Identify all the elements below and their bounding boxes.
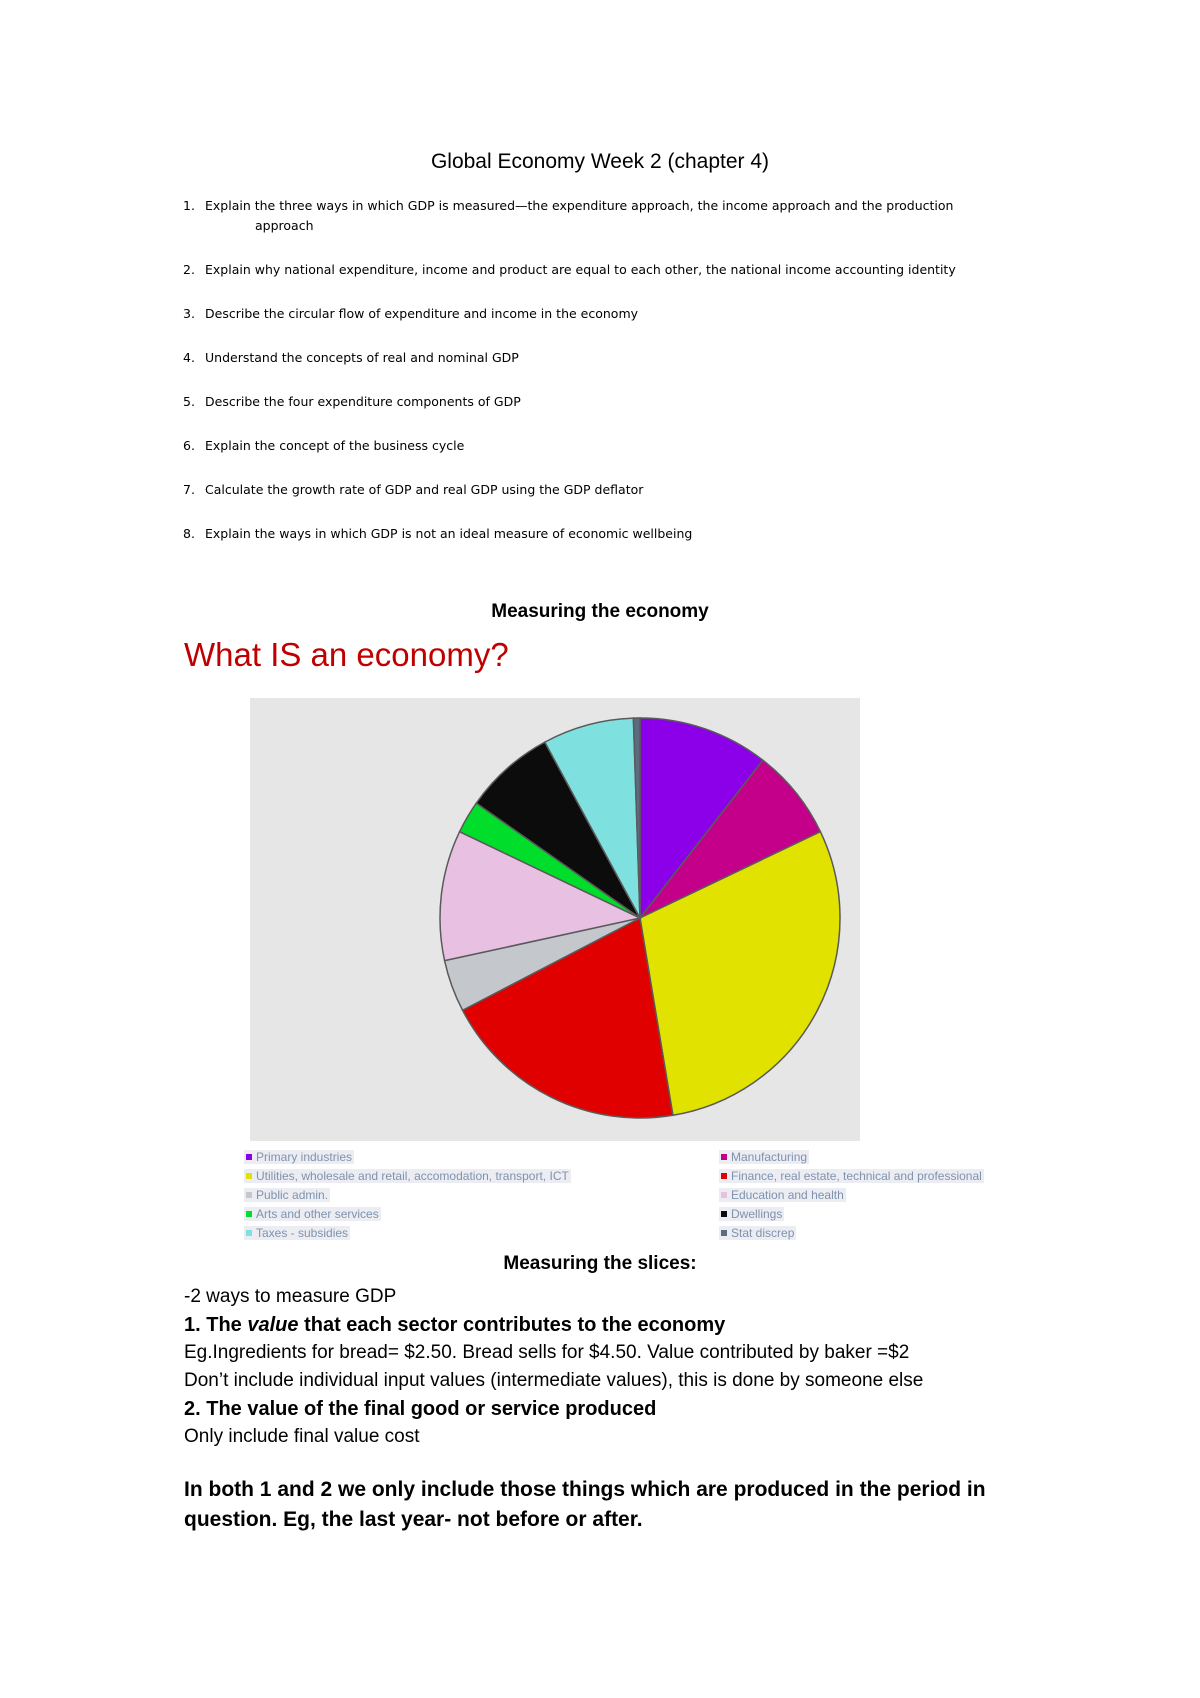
subheading-part: that each sector contributes to the economy (298, 1314, 726, 1336)
list-item (183, 196, 1023, 236)
legend-label: Dwellings (731, 1207, 783, 1221)
list-item (183, 524, 1023, 544)
legend-swatch (246, 1230, 252, 1236)
item-text: Describe the circular flow of expenditure and income in the economy (205, 306, 639, 321)
legend-item (244, 1226, 350, 1240)
section-title-measuring-slices: Measuring the slices: (503, 1253, 697, 1274)
body-line: Don’t include individual input values (intermediate values), this is done by someone else (184, 1370, 924, 1391)
legend-swatch (246, 1173, 252, 1179)
learning-objectives-list (183, 196, 1023, 568)
legend-label: Stat discrep (731, 1226, 795, 1240)
item-text: Explain the ways in which GDP is not an ideal measure of economic wellbeing (205, 526, 693, 541)
legend-label: Finance, real estate, technical and professional (731, 1169, 982, 1183)
section-title-measuring-economy: Measuring the economy (491, 601, 709, 622)
legend-label: Utilities, wholesale and retail, accomodation, transport, ICT (256, 1169, 569, 1183)
legend-label: Public admin. (256, 1188, 329, 1202)
legend-item (719, 1207, 784, 1221)
item-text: Understand the concepts of real and nominal GDP (205, 350, 519, 365)
legend-label: Arts and other services (256, 1207, 379, 1221)
body-line: -2 ways to measure GDP (184, 1286, 397, 1307)
list-item (183, 260, 1023, 280)
legend-item (244, 1150, 354, 1164)
item-number: 3. (183, 306, 195, 321)
legend-item (719, 1226, 796, 1240)
legend-item (244, 1169, 571, 1183)
item-number: 5. (183, 394, 195, 409)
pie-chart (250, 698, 860, 1141)
subheading-part: 1. The (184, 1314, 248, 1336)
item-number: 4. (183, 350, 195, 365)
subheading-value-contributed (184, 1311, 1044, 1339)
legend-swatch (721, 1192, 727, 1198)
list-item (183, 304, 1023, 324)
item-text: Explain why national expenditure, income and product are equal to each other, the national income accounting identity (205, 262, 956, 277)
list-item (183, 436, 1023, 456)
body-text (184, 1283, 1044, 1535)
legend-swatch (721, 1211, 727, 1217)
legend-swatch (721, 1173, 727, 1179)
legend-label: Taxes - subsidies (256, 1226, 349, 1240)
subheading-final-good: 2. The value of the final good or service produced (184, 1398, 657, 1420)
closing-paragraph: In both 1 and 2 we only include those things which are produced in the period in question. Eg, the last year- not before or after. (184, 1478, 986, 1531)
legend-swatch (721, 1154, 727, 1160)
legend-item (244, 1207, 381, 1221)
legend-item (719, 1188, 846, 1202)
item-number: 1. (183, 198, 195, 213)
legend-swatch (246, 1154, 252, 1160)
item-number: 7. (183, 482, 195, 497)
slide-heading: What IS an economy? (184, 636, 509, 673)
body-line: Eg.Ingredients for bread= $2.50. Bread sells for $4.50. Value contributed by baker =$2 (184, 1342, 910, 1363)
legend-label: Primary industries (256, 1150, 353, 1164)
item-number: 2. (183, 262, 195, 277)
legend-label: Manufacturing (731, 1150, 808, 1164)
legend-item (244, 1188, 330, 1202)
item-text: Explain the concept of the business cycle (205, 438, 465, 453)
item-text-continuation: approach (255, 218, 314, 233)
document-title: Global Economy Week 2 (chapter 4) (430, 150, 770, 173)
body-line: Only include final value cost (184, 1426, 420, 1447)
subheading-emphasis: value (247, 1314, 299, 1336)
item-text: Describe the four expenditure components of GDP (205, 394, 521, 409)
legend-item (719, 1150, 809, 1164)
list-item (183, 392, 1023, 412)
list-item (183, 480, 1023, 500)
item-text: Explain the three ways in which GDP is measured—the expenditure approach, the income approach and the production (205, 198, 954, 213)
item-text: Calculate the growth rate of GDP and real GDP using the GDP deflator (205, 482, 644, 497)
item-number: 6. (183, 438, 195, 453)
legend-item (719, 1169, 984, 1183)
legend-swatch (246, 1211, 252, 1217)
pie-chart-panel (250, 698, 860, 1141)
item-number: 8. (183, 526, 195, 541)
legend-swatch (721, 1230, 727, 1236)
list-item (183, 348, 1023, 368)
legend-label: Education and health (731, 1188, 844, 1202)
legend-swatch (246, 1192, 252, 1198)
